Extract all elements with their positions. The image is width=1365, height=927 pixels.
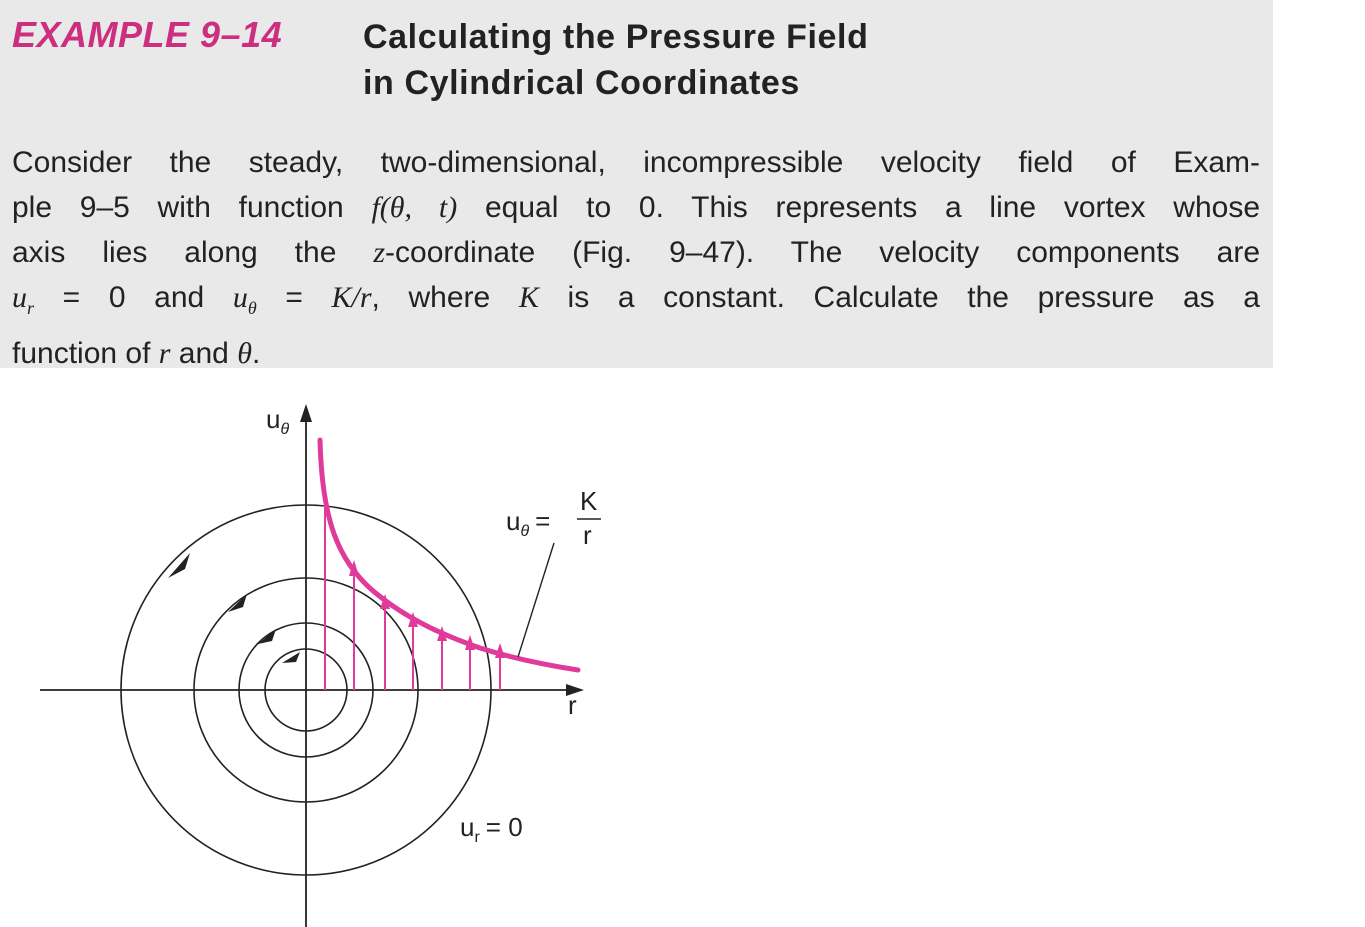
curve-label: $u_\theta$ =: [506, 506, 551, 540]
x-axis-label: r: [568, 690, 577, 720]
problem-line-1: Consider the steady, two-dimensional, incompressible velocity field of Exam-: [12, 146, 1260, 179]
problem-text-segment: axis lies along the: [12, 236, 374, 269]
ur-symbol: u: [12, 281, 27, 314]
example-box: [0, 0, 1273, 368]
problem-text-segment: -coordinate (Fig. 9–47). The velocity components are: [385, 236, 1261, 269]
problem-text-segment: ple 9–5 with function: [12, 191, 372, 224]
example-title-line-1: Calculating the Pressure Field: [363, 18, 869, 56]
line-vortex-diagram: [0, 368, 700, 927]
velocity-vectors: [325, 506, 500, 690]
problem-statement: [12, 140, 1260, 376]
problem-text-segment: =: [256, 281, 332, 314]
ur-subscript: r: [27, 298, 35, 318]
line-vortex-figure: [0, 368, 700, 927]
streamline-arrow-4: [168, 553, 190, 578]
problem-line-2: [12, 185, 1260, 230]
curve-label-leader: [518, 543, 554, 657]
k-over-r-symbol: K/r: [331, 281, 372, 314]
r-symbol: r: [158, 337, 171, 370]
radial-velocity-label: $u_r = 0$: [460, 812, 523, 846]
theta-symbol: θ: [237, 337, 252, 370]
problem-text-segment: = 0 and: [34, 281, 233, 314]
streamline-arrow-1: [282, 652, 300, 663]
axes: [40, 418, 572, 927]
problem-text-segment: is a constant. Calculate the pressure as a: [538, 281, 1260, 314]
curve-label-numerator: K: [580, 486, 598, 516]
problem-line-3: [12, 230, 1260, 275]
y-axis-label: $u_\theta$: [266, 404, 290, 438]
problem-text-segment: equal to 0. This represents a line vortex whose: [457, 191, 1261, 224]
streamline-arrow-3: [228, 594, 247, 612]
curve-label-denominator: r: [583, 520, 592, 550]
y-axis-arrowhead: [300, 404, 312, 422]
utheta-subscript: θ: [247, 298, 257, 318]
problem-text-segment: , where: [371, 281, 519, 314]
problem-text-segment: and: [170, 337, 238, 370]
example-label: EXAMPLE 9–14: [12, 14, 283, 55]
function-symbol: f(θ, t): [371, 191, 458, 224]
k-symbol: K: [518, 281, 539, 314]
streamline-arrows: [168, 553, 300, 663]
z-symbol: z: [373, 236, 386, 269]
example-title: [363, 14, 868, 106]
problem-text-segment: function of: [12, 337, 159, 370]
problem-text-segment: .: [251, 337, 261, 370]
example-title-line-2: in Cylindrical Coordinates: [363, 64, 800, 102]
utheta-symbol: u: [232, 281, 248, 314]
problem-line-4: [12, 275, 1260, 331]
k-over-r-curve: [320, 440, 578, 670]
velocity-arrowheads: [349, 560, 505, 658]
